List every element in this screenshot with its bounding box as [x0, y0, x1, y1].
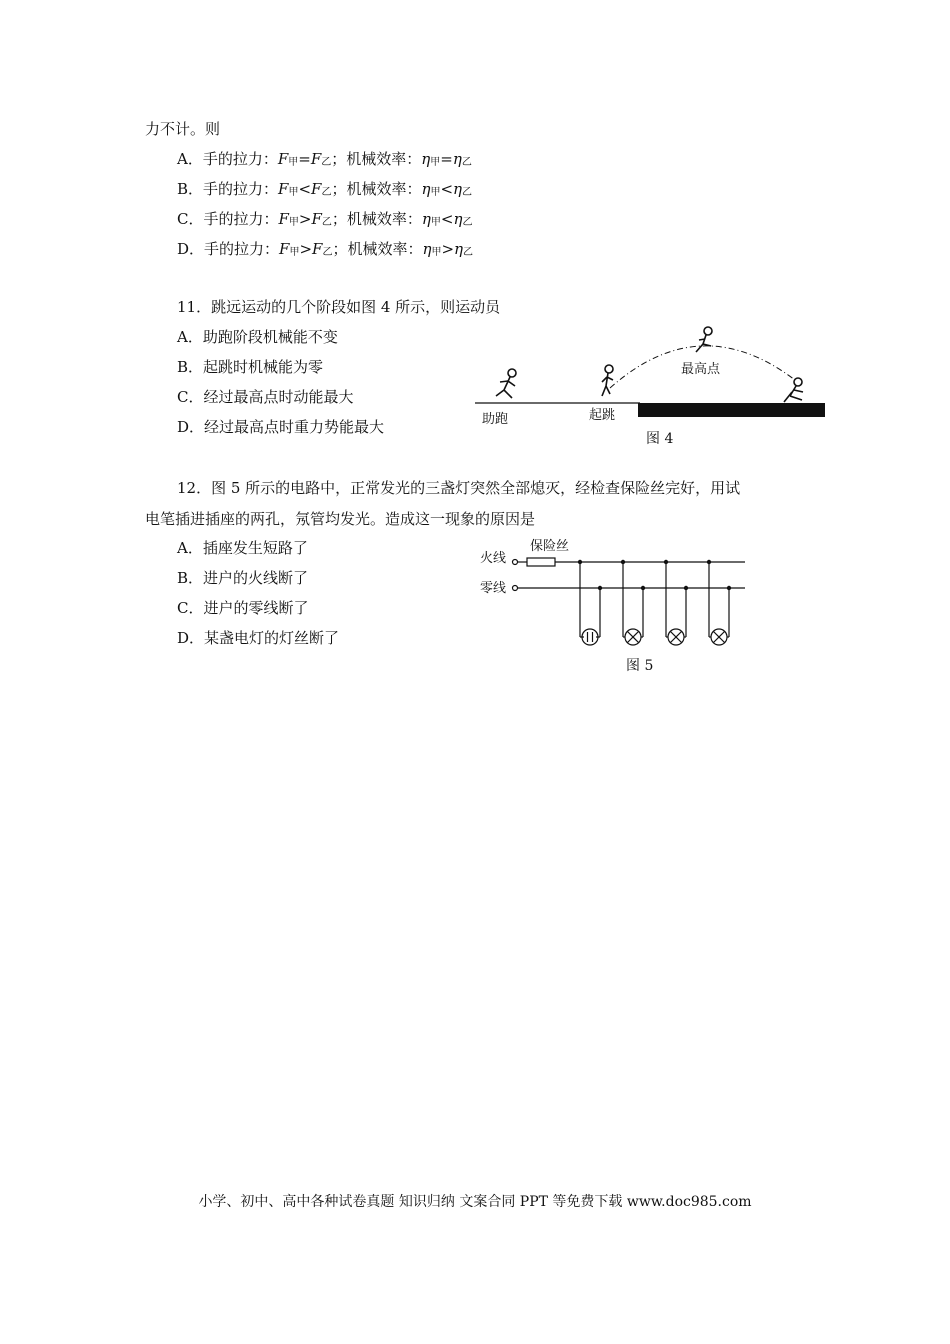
jumper-top-icon — [696, 327, 712, 352]
top-point-label: 最高点 — [681, 362, 721, 377]
run-label: 助跑 — [482, 412, 509, 426]
sand-pit — [638, 403, 825, 417]
q11-stem: 11．跳远运动的几个阶段如图 4 所示，则运动员 — [177, 298, 501, 316]
socket-icon — [582, 629, 598, 645]
circuit-figure — [470, 534, 760, 654]
fuse-icon — [527, 558, 555, 566]
q12-stem-line1: 12．图 5 所示的电路中，正常发光的三盏灯突然全部熄灭，经检查保险丝完好，用试 — [177, 479, 741, 497]
q10-option-b: B．手的拉力：F甲<F乙；机械效率：η甲<η乙 — [177, 180, 473, 198]
jumper-landing-icon — [784, 378, 803, 402]
q12-option-d: D．某盏电灯的灯丝断了 — [177, 629, 340, 647]
takeoff-label: 起跳 — [589, 408, 616, 423]
q10-option-c: C．手的拉力：F甲>F乙；机械效率：η甲<η乙 — [177, 210, 473, 228]
runner-figure-icon — [496, 369, 516, 398]
q10-option-d: D．手的拉力：F甲>F乙；机械效率：η甲>η乙 — [177, 240, 474, 258]
q12-option-c: C．进户的零线断了 — [177, 599, 309, 617]
q11-option-d: D．经过最高点时重力势能最大 — [177, 418, 385, 436]
q11-option-c: C．经过最高点时动能最大 — [177, 388, 354, 406]
q12-option-a: A．插座发生短路了 — [177, 539, 308, 557]
figure-5-caption: 图 5 — [626, 658, 654, 674]
figure-4-caption: 图 4 — [646, 431, 674, 447]
fuse-label: 保险丝 — [530, 539, 570, 554]
q10-option-a: A．手的拉力：F甲=F乙；机械效率：η甲=η乙 — [177, 150, 472, 168]
q12-stem-line2: 电笔插进插座的两孔，氖管均发光。造成这一现象的原因是 — [145, 510, 536, 528]
q11-option-a: A．助跑阶段机械能不变 — [177, 328, 338, 346]
q10-lead: 力不计。则 — [145, 120, 221, 138]
page-footer: 小学、初中、高中各种试卷真题 知识归纳 文案合同 PPT 等免费下载 www.doc985.com — [198, 1194, 752, 1210]
long-jump-figure — [470, 318, 830, 426]
live-wire-label: 火线 — [480, 551, 507, 566]
jumper-takeoff-icon — [602, 365, 613, 396]
q11-option-b: B．起跳时机械能为零 — [177, 358, 324, 376]
q12-option-b: B．进户的火线断了 — [177, 569, 309, 587]
neutral-wire-label: 零线 — [480, 581, 507, 596]
